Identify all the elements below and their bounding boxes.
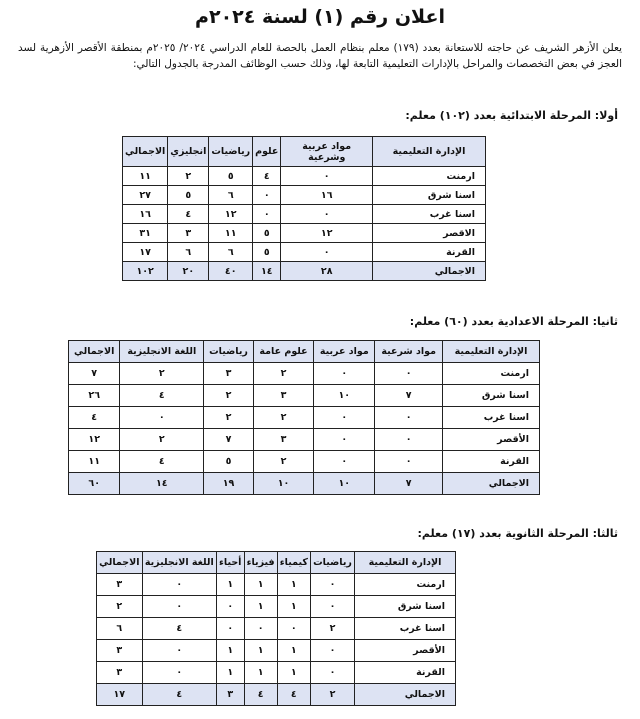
count-cell: ١٢ xyxy=(281,224,373,243)
count-cell: ١٤ xyxy=(120,473,204,495)
count-cell: ٤ xyxy=(244,684,277,706)
count-cell: ٦ xyxy=(209,186,253,205)
count-cell: ٣ xyxy=(253,385,313,407)
table-header-row xyxy=(97,552,456,574)
table-preparatory xyxy=(68,340,540,495)
count-cell: ٦ xyxy=(168,243,209,262)
column-header: الاجمالي xyxy=(123,137,168,167)
count-cell: ١ xyxy=(216,640,244,662)
section-heading-secondary: ثالثا: المرحلة الثانوية بعدد (١٧) معلم: xyxy=(417,527,618,540)
count-cell: ٦ xyxy=(97,618,143,640)
count-cell: ١٢ xyxy=(69,429,120,451)
table-row xyxy=(69,385,540,407)
count-cell: ٢٦ xyxy=(69,385,120,407)
section-heading-preparatory: ثانيا: المرحلة الاعدادية بعدد (٦٠) معلم: xyxy=(409,315,618,328)
count-cell: ٠ xyxy=(281,167,373,186)
table-row xyxy=(123,186,486,205)
count-cell: ٢ xyxy=(253,451,313,473)
count-cell: ١ xyxy=(244,640,277,662)
count-cell: ١٠ xyxy=(253,473,313,495)
count-cell: ٢ xyxy=(310,618,354,640)
count-cell: ٠ xyxy=(142,640,216,662)
count-cell: ٢ xyxy=(120,429,204,451)
count-cell: ٥ xyxy=(253,243,281,262)
count-cell: ٠ xyxy=(310,574,354,596)
count-cell: ١٠٢ xyxy=(123,262,168,281)
directorate-cell: ارمنت xyxy=(373,167,486,186)
column-header: رياضيات xyxy=(204,341,254,363)
table-primary xyxy=(122,136,486,281)
table-row xyxy=(69,429,540,451)
column-header: مواد عربية وشرعية xyxy=(281,137,373,167)
column-header: علوم عامة xyxy=(253,341,313,363)
count-cell: ١٧ xyxy=(97,684,143,706)
count-cell: ٠ xyxy=(310,640,354,662)
count-cell: ٠ xyxy=(142,574,216,596)
count-cell: ٢٠ xyxy=(168,262,209,281)
column-header: فيزياء xyxy=(244,552,277,574)
section-heading-primary: أولا: المرحلة الابتدائية بعدد (١٠٢) معلم: xyxy=(405,109,618,122)
count-cell: ٠ xyxy=(314,451,375,473)
count-cell: ٢ xyxy=(310,684,354,706)
count-cell: ٧ xyxy=(69,363,120,385)
count-cell: ١ xyxy=(244,662,277,684)
count-cell: ١٩ xyxy=(204,473,254,495)
column-header: الإدارة التعليمية xyxy=(373,137,486,167)
count-cell: ١ xyxy=(277,662,310,684)
count-cell: ١ xyxy=(277,596,310,618)
directorate-cell: الاجمالي xyxy=(373,262,486,281)
table-row xyxy=(97,574,456,596)
count-cell: ٣ xyxy=(253,429,313,451)
count-cell: ٢ xyxy=(253,363,313,385)
count-cell: ١ xyxy=(216,574,244,596)
count-cell: ٧ xyxy=(375,385,443,407)
count-cell: ٧ xyxy=(204,429,254,451)
count-cell: ٤ xyxy=(120,451,204,473)
directorate-cell: اسنا غرب xyxy=(443,407,540,429)
count-cell: ٠ xyxy=(310,596,354,618)
count-cell: ٠ xyxy=(314,429,375,451)
count-cell: ٣ xyxy=(168,224,209,243)
count-cell: ٠ xyxy=(216,596,244,618)
count-cell: ١٠ xyxy=(314,385,375,407)
page-title: اعلان رقم (١) لسنة ٢٠٢٤م xyxy=(195,6,445,28)
directorate-cell: ارمنت xyxy=(355,574,456,596)
count-cell: ١٤ xyxy=(253,262,281,281)
count-cell: ٠ xyxy=(277,618,310,640)
count-cell: ٤ xyxy=(69,407,120,429)
total-row xyxy=(97,684,456,706)
column-header: الاجمالي xyxy=(69,341,120,363)
count-cell: ٢٨ xyxy=(281,262,373,281)
count-cell: ٠ xyxy=(142,596,216,618)
count-cell: ٣ xyxy=(204,363,254,385)
directorate-cell: ارمنت xyxy=(443,363,540,385)
count-cell: ٢ xyxy=(204,385,254,407)
directorate-cell: القرنة xyxy=(355,662,456,684)
count-cell: ٠ xyxy=(253,205,281,224)
column-header: مواد شرعية xyxy=(375,341,443,363)
count-cell: ٣ xyxy=(97,574,143,596)
count-cell: ٢ xyxy=(204,407,254,429)
total-row xyxy=(123,262,486,281)
count-cell: ١ xyxy=(216,662,244,684)
table-secondary xyxy=(96,551,456,706)
directorate-cell: اسنا شرق xyxy=(373,186,486,205)
count-cell: ٠ xyxy=(314,363,375,385)
count-cell: ٠ xyxy=(281,205,373,224)
column-header: الإدارة التعليمية xyxy=(443,341,540,363)
table-row xyxy=(123,224,486,243)
count-cell: ٥ xyxy=(253,224,281,243)
count-cell: ٢٧ xyxy=(123,186,168,205)
count-cell: ٥ xyxy=(209,167,253,186)
table-row xyxy=(97,640,456,662)
count-cell: ٥ xyxy=(168,186,209,205)
count-cell: ١ xyxy=(244,574,277,596)
count-cell: ٦٠ xyxy=(69,473,120,495)
column-header: رياضيات xyxy=(209,137,253,167)
count-cell: ١ xyxy=(244,596,277,618)
table-row xyxy=(123,243,486,262)
count-cell: ٣١ xyxy=(123,224,168,243)
directorate-cell: اسنا غرب xyxy=(355,618,456,640)
directorate-cell: الأقصر xyxy=(443,429,540,451)
column-header: اللغة الانجليزية xyxy=(120,341,204,363)
count-cell: ٤ xyxy=(142,684,216,706)
count-cell: ٣ xyxy=(97,640,143,662)
count-cell: ١٦ xyxy=(123,205,168,224)
count-cell: ١١ xyxy=(123,167,168,186)
table-header-row xyxy=(69,341,540,363)
directorate-cell: اسنا شرق xyxy=(355,596,456,618)
count-cell: ٠ xyxy=(375,407,443,429)
count-cell: ٤ xyxy=(120,385,204,407)
column-header: أحياء xyxy=(216,552,244,574)
count-cell: ١ xyxy=(277,640,310,662)
count-cell: ٠ xyxy=(244,618,277,640)
count-cell: ١١ xyxy=(209,224,253,243)
count-cell: ٢ xyxy=(168,167,209,186)
directorate-cell: الاجمالي xyxy=(355,684,456,706)
table-row xyxy=(97,662,456,684)
count-cell: ٣ xyxy=(216,684,244,706)
count-cell: ٠ xyxy=(314,407,375,429)
count-cell: ٠ xyxy=(120,407,204,429)
table-row xyxy=(69,363,540,385)
total-row xyxy=(69,473,540,495)
count-cell: ٤ xyxy=(168,205,209,224)
count-cell: ٤ xyxy=(277,684,310,706)
directorate-cell: القرنة xyxy=(443,451,540,473)
table-row xyxy=(123,167,486,186)
count-cell: ٠ xyxy=(142,662,216,684)
directorate-cell: اسنا غرب xyxy=(373,205,486,224)
count-cell: ١٧ xyxy=(123,243,168,262)
count-cell: ٠ xyxy=(375,363,443,385)
count-cell: ٠ xyxy=(281,243,373,262)
column-header: كيمياء xyxy=(277,552,310,574)
count-cell: ٣ xyxy=(97,662,143,684)
column-header: علوم xyxy=(253,137,281,167)
count-cell: ٤٠ xyxy=(209,262,253,281)
count-cell: ١٠ xyxy=(314,473,375,495)
directorate-cell: الاقصر xyxy=(373,224,486,243)
count-cell: ٠ xyxy=(375,429,443,451)
column-header: انجليزي xyxy=(168,137,209,167)
count-cell: ٥ xyxy=(204,451,254,473)
directorate-cell: الاجمالي xyxy=(443,473,540,495)
count-cell: ٠ xyxy=(375,451,443,473)
table-row xyxy=(123,205,486,224)
count-cell: ٢ xyxy=(253,407,313,429)
count-cell: ٧ xyxy=(375,473,443,495)
table-row xyxy=(69,451,540,473)
count-cell: ٠ xyxy=(310,662,354,684)
column-header: اللغة الانجليزية xyxy=(142,552,216,574)
column-header: الإدارة التعليمية xyxy=(355,552,456,574)
count-cell: ٤ xyxy=(253,167,281,186)
count-cell: ٢ xyxy=(120,363,204,385)
count-cell: ١٢ xyxy=(209,205,253,224)
directorate-cell: القرنة xyxy=(373,243,486,262)
directorate-cell: اسنا شرق xyxy=(443,385,540,407)
count-cell: ٢ xyxy=(97,596,143,618)
column-header: مواد عربية xyxy=(314,341,375,363)
column-header: رياضيات xyxy=(310,552,354,574)
count-cell: ١ xyxy=(277,574,310,596)
table-row xyxy=(97,596,456,618)
table-header-row xyxy=(123,137,486,167)
count-cell: ١١ xyxy=(69,451,120,473)
count-cell: ١٦ xyxy=(281,186,373,205)
count-cell: ٠ xyxy=(253,186,281,205)
count-cell: ٤ xyxy=(142,618,216,640)
table-row xyxy=(69,407,540,429)
count-cell: ٦ xyxy=(209,243,253,262)
intro-paragraph: يعلن الأزهر الشريف عن حاجته للاستعانة بعدد (١٧٩) معلم بنظام العمل بالحصة للعام الدراسي ٢٠٢٤/ ٢٠٢٥م بمنطقة الأقصر الأزهرية لسد العجز في بعض التخصصات والمراحل بالإدارات التعليمية التابعة لها، وذلك حسب الوظائف المدرجة بالجدول التالي: xyxy=(18,42,622,70)
directorate-cell: الأقصر xyxy=(355,640,456,662)
count-cell: ٠ xyxy=(216,618,244,640)
column-header: الاجمالي xyxy=(97,552,143,574)
table-row xyxy=(97,618,456,640)
